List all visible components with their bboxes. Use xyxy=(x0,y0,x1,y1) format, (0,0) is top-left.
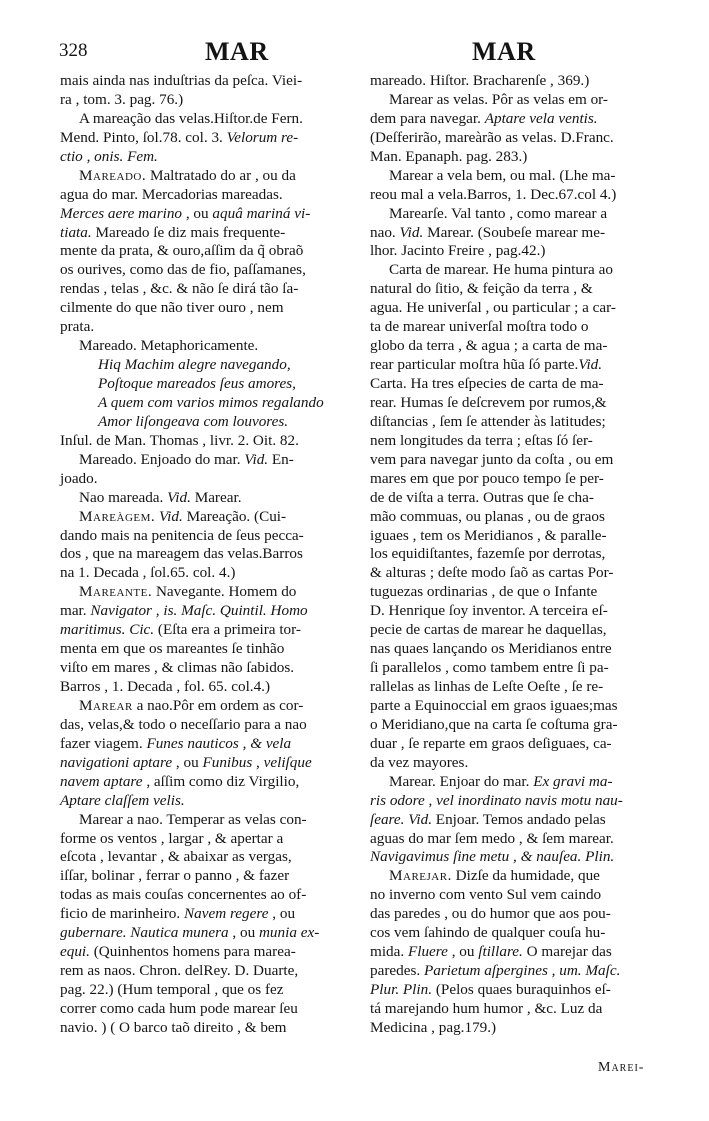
text-line: os ourives, como das de fio, paſſamanes, xyxy=(60,261,306,279)
catchword: Marei- xyxy=(598,1060,645,1075)
entry-headword: Mareante. xyxy=(79,583,153,601)
right-column xyxy=(370,72,655,1038)
text-line xyxy=(60,792,350,811)
vid-reference: Vid. xyxy=(244,450,269,468)
text-run: fazer viagem. xyxy=(60,734,147,752)
text-line: Man. Epanaph. pag. 283.) xyxy=(370,147,528,165)
text-run: , aſſim como diz Virgilio, xyxy=(142,772,300,790)
text-run: rear particular moſtra hũa ſó parte. xyxy=(370,356,579,374)
text-line xyxy=(370,962,655,981)
text-line xyxy=(60,754,350,773)
verse-line: Amor liſongeava com louvores. xyxy=(98,412,289,430)
text-line xyxy=(60,224,350,243)
latin-term: gubernare. Nautica munera xyxy=(60,924,229,942)
text-line: todas as mais couſas concernentes ao of- xyxy=(60,886,307,904)
text-line: cos vem ſahindo de qualquer couſa hu- xyxy=(370,924,606,942)
text-line xyxy=(370,356,655,375)
text-run: (Pelos quaes buraquinhos eſ- xyxy=(432,981,611,998)
text-run: Maltratado do ar , ou da xyxy=(146,166,296,184)
latin-term: Plur. Plin. xyxy=(370,981,433,998)
text-run: (Quinhentos homens para marea- xyxy=(89,943,296,961)
text-run: mida. xyxy=(370,943,408,961)
text-run: Enjoar. Temos andado pelas xyxy=(432,810,606,828)
entry-mareagem xyxy=(60,508,350,527)
text-line: Marearſe. Val tanto , como marear a xyxy=(389,204,608,222)
text-line: tuguezas ordinarias , de que o Infante xyxy=(370,583,598,601)
text-run: Mareação. (Cui- xyxy=(182,507,287,525)
text-line: mão commuas, ou planas , ou de graos xyxy=(370,507,605,525)
text-line: A mareação das velas.Hiſtor.de Fern. xyxy=(79,109,303,127)
text-line: ta de marear univerſal moſtra todo o xyxy=(370,318,589,336)
text-line: mares em que por pouco tempo ſe per- xyxy=(370,469,604,487)
left-column xyxy=(60,72,350,1038)
verse-line: Poſtoque mareados ſeus amores, xyxy=(98,375,296,392)
text-line xyxy=(60,489,350,508)
text-line xyxy=(370,224,655,243)
text-line: menta em que os mareantes ſe tinhão xyxy=(60,640,285,658)
text-line: nas quaes lançando os Meridianos entre xyxy=(370,640,612,658)
text-line xyxy=(370,943,655,962)
text-line: rallelas as linhas de Leſte Oeſte , ſe re- xyxy=(370,678,604,695)
text-run: , ou xyxy=(172,753,203,771)
text-line: reou mal a vela.Barros, 1. Dec.67.col 4.) xyxy=(370,185,617,203)
verse-line: Hiq Machim alegre navegando, xyxy=(98,356,291,374)
text-line xyxy=(60,129,350,148)
latin-term: ctio , onis. Fem. xyxy=(60,147,158,165)
text-line: lhor. Jacinto Freire , pag.42.) xyxy=(370,242,546,260)
text-line xyxy=(370,811,655,830)
text-run: mar. xyxy=(60,602,91,620)
text-line xyxy=(60,602,350,621)
text-line: cilmente do que não tiver ouro , nem xyxy=(60,299,284,317)
text-line xyxy=(60,735,350,754)
text-run: , ou xyxy=(447,943,479,961)
text-run: , ou xyxy=(268,905,296,923)
text-line: Medicina , pag.179.) xyxy=(370,1018,497,1036)
text-line: Inſul. de Man. Thomas , livr. 2. Oit. 82. xyxy=(60,431,299,449)
text-run: (Eſta era a primeira tor- xyxy=(154,621,301,639)
page-number: 328 xyxy=(59,40,88,61)
text-line: viſto em mares , & climas não ſabidos. xyxy=(60,659,295,677)
entry-mareado xyxy=(60,167,350,186)
text-run: Mareado ſe diz mais frequente- xyxy=(91,223,286,241)
text-line: ſi parallelos , como tambem entre ſi pa- xyxy=(370,659,609,677)
text-line: vem para navegar junto da coſta , ou em xyxy=(370,450,614,468)
text-line: Carta. Ha tres eſpecies de carta de ma- xyxy=(370,375,604,392)
latin-term: Ex gravi ma- xyxy=(533,772,613,790)
text-line: pag. 22.) (Hum temporal , que os fez xyxy=(60,981,284,998)
text-run: , ou xyxy=(228,924,259,942)
text-line xyxy=(370,773,655,792)
text-line: rendas , telas , &c. & não ſe dirá tão ſa- xyxy=(60,280,299,298)
text-line: aguas do mar ſem medo , & ſem marear. xyxy=(370,829,614,847)
text-line xyxy=(60,148,350,167)
text-line: navio. ) ( O barco taõ direito , & bem xyxy=(60,1018,287,1036)
text-line xyxy=(60,924,350,943)
text-line: nem longitudes da terra ; eſtas ſó ſer- xyxy=(370,431,593,449)
latin-term: Aptare vela ventis. xyxy=(484,109,598,127)
text-line: correr como cada hum pode marear ſeu xyxy=(60,999,298,1017)
text-line: Barros , 1. Decada , fol. 65. col.4.) xyxy=(60,678,271,695)
vid-reference: Vid. xyxy=(167,488,191,506)
latin-term: Velorum re- xyxy=(226,128,299,146)
text-line: das paredes , ou do humor que aos pou- xyxy=(370,905,611,923)
running-head-left: MAR xyxy=(205,37,269,66)
text-line: iguaes , tem os Meridianos , & paralle- xyxy=(370,526,607,544)
latin-term: Parietum aſpergines , um. Maſc. xyxy=(423,962,621,980)
latin-term: Funes nauticos , & vela xyxy=(146,734,292,752)
text-run: Nao mareada. xyxy=(79,488,168,506)
text-run: Mareado. Enjoado do mar. xyxy=(79,450,245,468)
text-line: tá marejando hum humor , &c. Luz da xyxy=(370,999,603,1017)
text-run: dem para navegar. xyxy=(370,109,485,127)
latin-term: equi. xyxy=(60,943,90,961)
vid-reference: Vid. xyxy=(159,507,183,525)
latin-term: navigationi aptare xyxy=(60,753,173,771)
latin-term: aquâ mariná vi- xyxy=(212,204,311,222)
text-line xyxy=(370,792,655,811)
text-line: de de viſta a terra. Outras que ſe cha- xyxy=(370,488,594,506)
text-line: o Meridiano,que na carta ſe coſtuma gra- xyxy=(370,715,618,733)
text-line: D. Henrique ſoy inventor. A terceira eſ- xyxy=(370,602,608,620)
text-line: forme os ventos , largar , & apertar a xyxy=(60,829,284,847)
text-line: prata. xyxy=(60,318,95,336)
latin-term: Merces aere marino xyxy=(60,204,183,222)
text-run: Mend. Pinto, ſol.78. col. 3. xyxy=(60,128,227,146)
text-run: En- xyxy=(268,450,294,468)
text-line: Marear a vela bem, ou mal. (Lhe ma- xyxy=(389,166,616,184)
text-line: rem as naos. Chron. delRey. D. Duarte, xyxy=(60,962,299,980)
text-line: diſtancias , ſem ſe attender às latitudes; xyxy=(370,412,606,430)
text-line: Mareado. Metaphoricamente. xyxy=(79,337,259,355)
running-head-right: MAR xyxy=(472,37,536,66)
text-line: globo da terra , & agua ; a carta de ma- xyxy=(370,337,608,355)
text-run: , ou xyxy=(182,204,213,222)
text-line xyxy=(60,773,350,792)
text-line: agua. He univerſal , ou particular ; a car- xyxy=(370,299,616,317)
latin-term: ſtillare. xyxy=(478,943,523,961)
latin-term: Fluere xyxy=(407,943,448,961)
text-run: ficio de marinheiro. xyxy=(60,905,184,923)
entry-mareante xyxy=(60,583,350,602)
entry-marear xyxy=(60,697,350,716)
text-line xyxy=(60,905,350,924)
latin-term: Aptare claſſem velis. xyxy=(60,791,185,809)
text-line: Carta de marear. He huma pintura ao xyxy=(389,261,613,279)
text-run: paredes. xyxy=(370,962,424,980)
latin-term: Navem regere xyxy=(183,905,269,923)
latin-term: Funibus , veliſque xyxy=(202,753,312,771)
text-run: Navegante. Homem do xyxy=(152,583,297,601)
text-run: Marear. xyxy=(190,488,242,506)
entry-headword: Mareàgem. xyxy=(79,507,156,525)
text-line: agua do mar. Mercadorias mareadas. xyxy=(60,185,283,203)
text-line: Marear as velas. Pôr as velas em or- xyxy=(389,90,608,108)
text-line xyxy=(60,451,350,470)
text-line: eſcota , levantar , & abaixar as vergas, xyxy=(60,848,292,866)
text-line: pecie de cartas de marear he daquellas, xyxy=(370,621,607,639)
verse-line: A quem com varios mimos regalando xyxy=(98,393,324,411)
text-line xyxy=(370,848,655,867)
latin-term: munia ex- xyxy=(258,924,320,942)
text-line xyxy=(370,981,655,1000)
text-run: Dizſe da humidade, que xyxy=(451,867,600,885)
text-line xyxy=(370,110,655,129)
text-line: dos , que na mareagem das velas.Barros xyxy=(60,545,303,563)
latin-term: ris odore , vel inordinato navis motu nau- xyxy=(370,791,623,809)
text-line: dando mais na penitencia de ſeus pecca- xyxy=(60,526,304,544)
text-line: & alturas ; deſte modo ſaõ as cartas Por- xyxy=(370,564,614,582)
text-line: no inverno com vento Sul vem caindo xyxy=(370,886,602,904)
text-line: mareado. Hiſtor. Bracharenſe , 369.) xyxy=(370,72,590,89)
text-run: nao. xyxy=(370,223,400,241)
vid-reference: Vid. xyxy=(399,223,424,241)
text-line xyxy=(60,621,350,640)
text-line: na 1. Decada , ſol.65. col. 4.) xyxy=(60,564,236,582)
text-line xyxy=(60,205,350,224)
text-line: los equidiſtantes, fazemſe por derrotas, xyxy=(370,545,606,563)
text-line: parte a Equinoccial em graos iguaes;mas xyxy=(370,696,618,714)
entry-marejar xyxy=(370,867,655,886)
text-line: joado. xyxy=(60,469,98,487)
text-line: mais ainda nas induſtrias da peſca. Viei- xyxy=(60,72,303,89)
text-line: mente da prata, & ouro,aſſim da q̃ obraõ xyxy=(60,242,304,260)
latin-term: Navigator , is. Maſc. Quintil. Homo xyxy=(90,602,308,620)
text-run: Marear. (Soubeſe marear me- xyxy=(423,223,606,241)
latin-term: maritimus. Cic. xyxy=(60,621,155,639)
text-line: natural do ſitio, & feição da terra , & xyxy=(370,280,593,298)
text-line: Marear a nao. Temperar as velas con- xyxy=(79,810,307,828)
text-line: (Deſferirão, mareàrão as velas. D.Franc. xyxy=(370,128,614,146)
text-line: das, velas,& todo o neceſſario para a nao xyxy=(60,715,307,733)
entry-headword: Marejar. xyxy=(389,867,452,885)
text-run: a nao.Pôr em ordem as cor- xyxy=(132,696,304,714)
entry-headword: Marear xyxy=(79,696,133,714)
text-line xyxy=(60,943,350,962)
text-run: O marejar das xyxy=(522,943,612,961)
text-line: duar , ſe reparte em graos deſiguaes, ca- xyxy=(370,734,612,752)
latin-term: tiata. xyxy=(60,223,92,241)
latin-term: ſeare. Vid. xyxy=(370,810,432,828)
text-line: da vez mayores. xyxy=(370,753,469,771)
latin-term: Navigavimus ſine metu , & nauſea. Plin. xyxy=(370,848,615,866)
text-line: ra , tom. 3. pag. 76.) xyxy=(60,90,184,108)
latin-term: navem aptare xyxy=(60,772,143,790)
text-line: rear. Humas ſe deſcrevem por rumos,& xyxy=(370,393,607,411)
vid-reference: Vid. xyxy=(578,356,603,374)
entry-headword: Mareado. xyxy=(79,166,147,184)
text-run: Marear. Enjoar do mar. xyxy=(389,772,534,790)
text-line: iſſar, bolinar , ferrar o panno , & fazer xyxy=(60,867,290,885)
